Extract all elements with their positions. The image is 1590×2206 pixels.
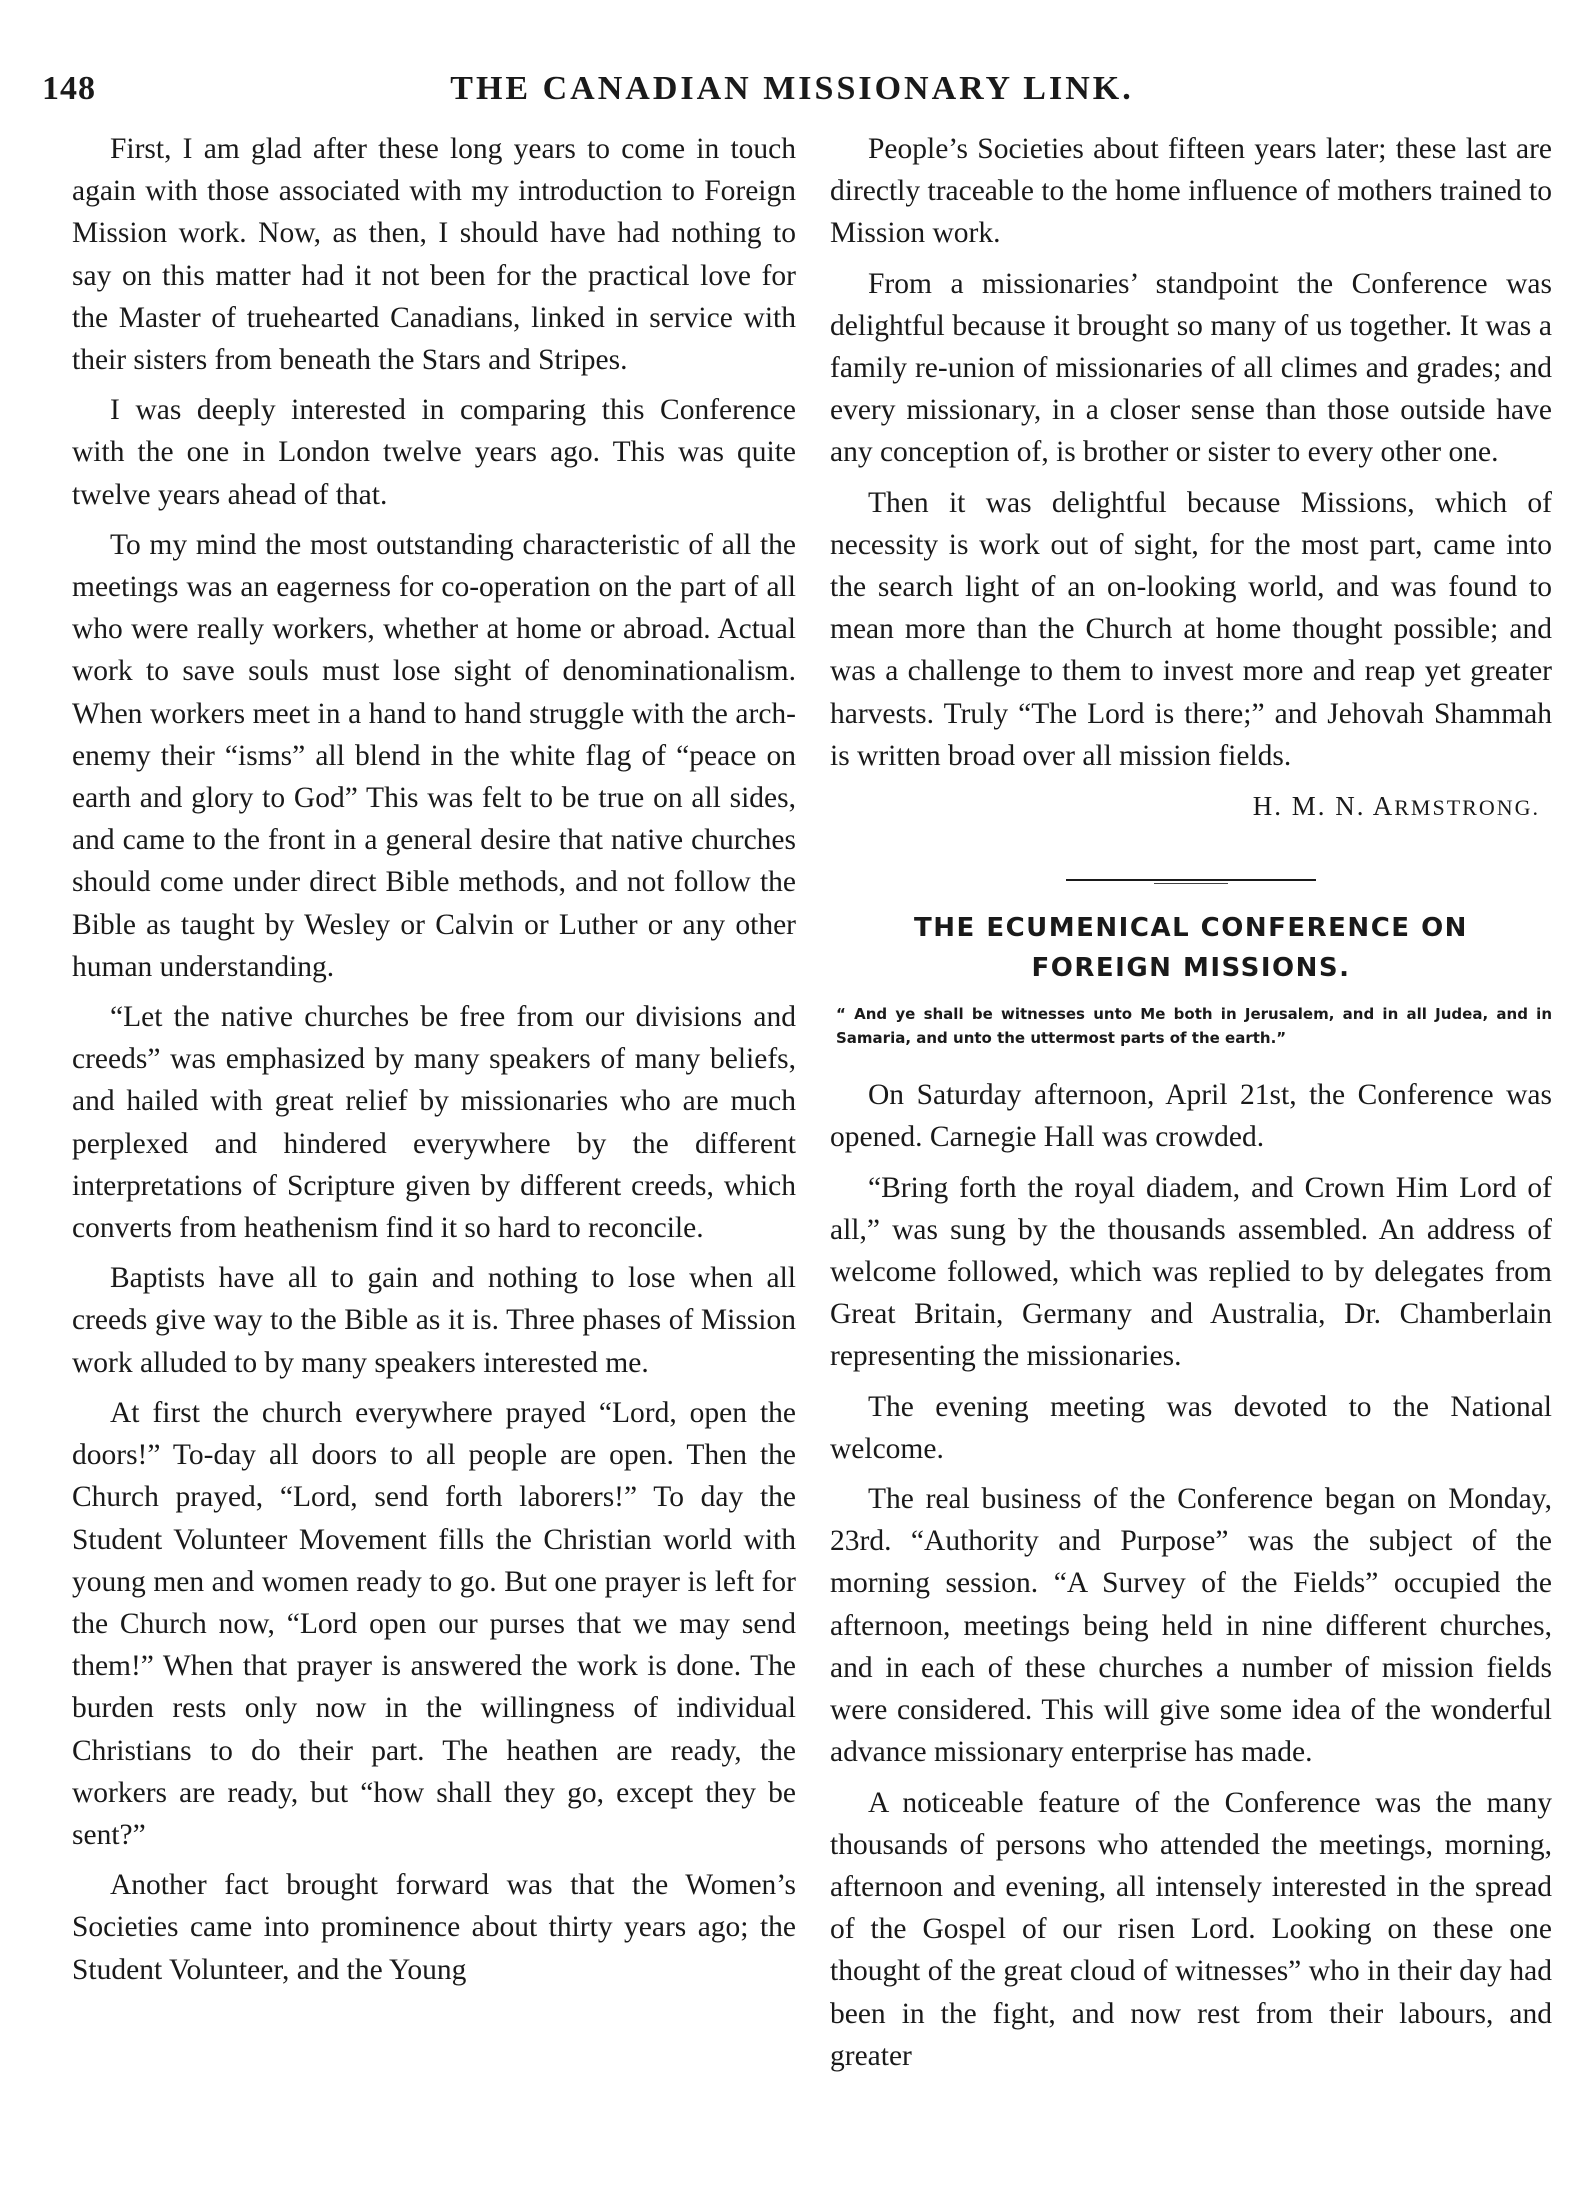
author-signature (830, 785, 1540, 829)
paragraph: “Bring forth the royal diadem, and Crown Him Lord of all,” was sung by the thousands assembled. An address of welcome followed, which was replied to by delegates from Great Britain, Germany and Australia, Dr. Chamberlain representing the missionaries. (830, 1171, 1552, 1373)
epigraph: “ And ye shall be witnesses unto Me both in Jerusalem, and in all Judea, and in Samaria, and unto the uttermost parts of the earth.” (836, 1005, 1552, 1048)
paragraph: The real business of the Conference began on Monday, 23rd. “Authority and Purpose” was the subject of the morning session. “A Survey of the Fields” occupied the afternoon, meetings being held in nine different churches, and in each of these churches a number of mission fields were considered. This will give some idea of the wonderful advance missionary enterprise has made. (830, 1483, 1552, 1769)
right-column (830, 128, 1552, 2085)
paragraph: A noticeable feature of the Conference was the many thousands of persons who attended the meetings, morning, afternoon and evening, all intensely interested in the spread of the Gospel of our risen Lord. Looking on these one thought of the great cloud of witnesses” who in their day had been in the fight, and now rest from their labours, and greater (830, 1786, 1552, 2072)
section-divider (1066, 879, 1316, 881)
signature-surname: RMSTRONG. (1394, 795, 1540, 821)
paragraph: People’s Societies about fifteen years later; these last are directly traceable to the home influence of mothers trained to Mission work. (830, 133, 1552, 250)
page-number: 148 (42, 70, 96, 107)
section-heading: THE ECUMENICAL CONFERENCE ON FOREIGN MISSIONS. (914, 913, 1468, 984)
paragraph: The evening meeting was devoted to the National welcome. (830, 1390, 1552, 1465)
paragraph: First, I am glad after these long years to come in touch again with those associated with my introduction to Foreign Mission work. Now, as then, I should have had nothing to say on this matter had it not been for the practical love for the Master of truehearted Canadians, linked in service with their sisters from beneath the Stars and Stripes. (72, 133, 796, 377)
page-header (42, 70, 1542, 122)
paragraph: To my mind the most outstanding characteristic of all the meetings was an eagerness for co-operation on the part of all who were really workers, whether at home or abroad. Actual work to save souls must lose sight of denominationalism. When workers meet in a hand to hand struggle with the arch-enemy their “isms” all blend in the white flag of “peace on earth and glory to God” This was felt to be true on all sides, and came to the front in a general desire that native churches should come under direct Bible methods, and not follow the Bible as taught by Wesley or Calvin or Luther or any other human understanding. (72, 528, 796, 983)
journal-title: THE CANADIAN MISSIONARY LINK. (450, 70, 1134, 107)
paragraph: “Let the native churches be free from our divisions and creeds” was emphasized by many speakers of many beliefs, and hailed with great relief by missionaries who are much perplexed and hindered everywhere by the different interpretations of Scripture given by different creeds, which converts from heathenism find it so hard to reconcile. (72, 1001, 796, 1245)
left-column (72, 128, 796, 1999)
section-divider-short (1154, 883, 1228, 884)
paragraph: Baptists have all to gain and nothing to lose when all creeds give way to the Bible as it is. Three phases of Mission work alluded to by many speakers interested me. (72, 1262, 796, 1379)
paragraph: Another fact brought forward was that the Women’s Societies came into prominence about thirty years ago; the Student Volunteer, and the Young (72, 1869, 796, 1986)
paragraph: On Saturday afternoon, April 21st, the Conference was opened. Carnegie Hall was crowded. (830, 1079, 1552, 1154)
paragraph: From a missionaries’ standpoint the Conference was delightful because it brought so many of us together. It was a family re-union of missionaries of all climes and grades; and every missionary, in a closer sense than those outside have any conception of, is brother or sister to every other one. (830, 267, 1552, 469)
paragraph: Then it was delightful because Missions, which of necessity is work out of sight, for the most part, came into the search light of an on-looking world, and was found to mean more than the Church at home thought possible; and was a challenge to them to invest more and reap yet greater harvests. Truly “The Lord is there;” and Jehovah Shammah is written broad over all mission fields. (830, 486, 1552, 772)
paragraph: At first the church everywhere prayed “Lord, open the doors!” To-day all doors to all people are open. Then the Church prayed, “Lord, send forth laborers!” To day the Student Volunteer Movement fills the Christian world with young men and women ready to go. But one prayer is left for the Church now, “Lord open our purses that we may send them!” When that prayer is answered the work is done. The burden rests only now in the willingness of individual Christians to do their part. The heathen are ready, the workers are ready, but “how shall they go, except they be sent?” (72, 1396, 796, 1851)
paragraph: I was deeply interested in comparing this Conference with the one in London twelve years ago. This was quite twelve years ahead of that. (72, 394, 796, 511)
signature-initials: H. M. N. A (1252, 791, 1395, 822)
